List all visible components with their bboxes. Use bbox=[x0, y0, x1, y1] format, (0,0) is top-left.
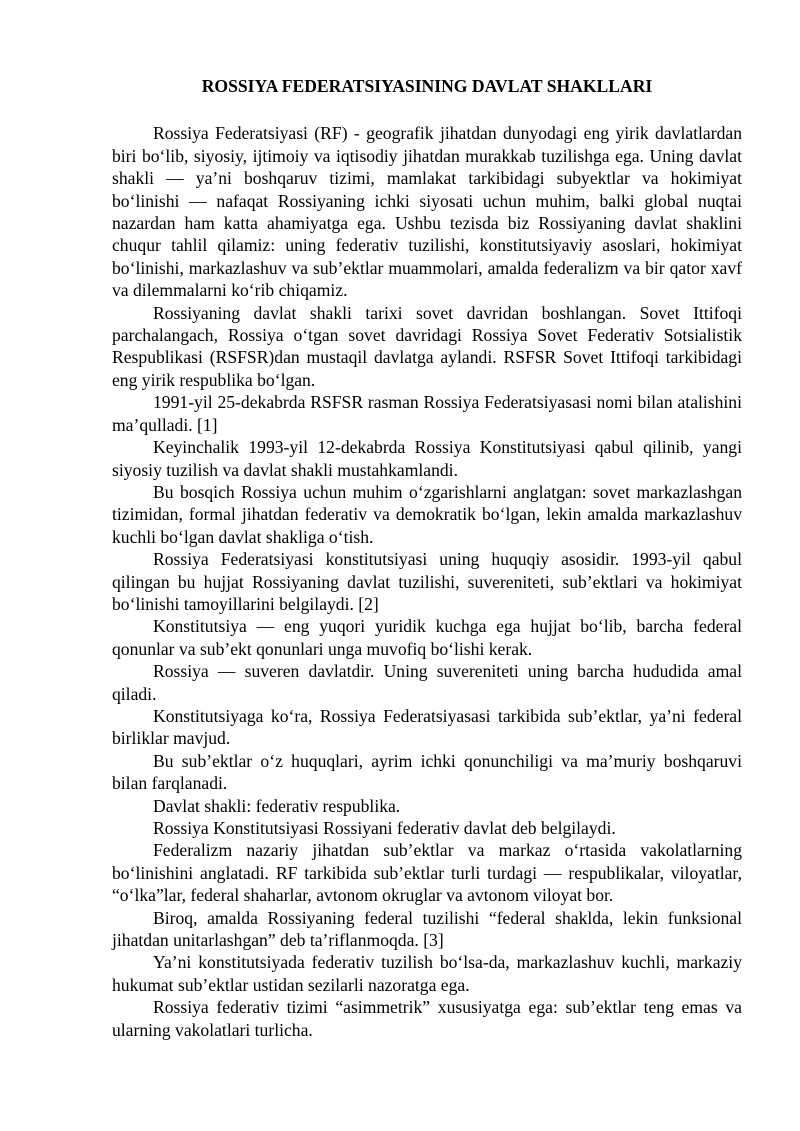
paragraph-supreme-law: Konstitutsiya — eng yuqori yuridik kuchga ega hujjat bo‘lib, barcha federal qonunlar va sub’ekt qonunlari unga muvofiq bo‘lishi kerak. bbox=[112, 616, 742, 659]
document-body bbox=[112, 122, 742, 1041]
paragraph-federalism: Federalizm nazariy jihatdan sub’ektlar va markaz o‘rtasida vakolatlarning bo‘linishini anglatadi. RF tarkibida sub’ektlar turli turdagi — respublikalar, viloyatlar, “o‘lka”lar, federal shaharlar, avtonom okruglar va avtonom viloyat bor. bbox=[112, 840, 742, 906]
paragraph-legal-basis: Rossiya Federatsiyasi konstitutsiyasi uning huquqiy asosidir. 1993-yil qabul qilingan bu hujjat Rossiyaning davlat tuzilishi, suvereniteti, sub’ektlari va hokimiyat bo‘linishi tamoyillarini belgilaydi. [2] bbox=[112, 549, 742, 614]
paragraph-transition: Bu bosqich Rossiya uchun muhim o‘zgarishlarni anglatgan: sovet markazlashgan tizimidan, formal jihatdan federativ va demokratik bo‘lgan, lekin amalda markazlashuv kuchli bo‘lgan davlat shakliga o‘tish. bbox=[112, 481, 742, 547]
paragraph-intro: Rossiya Federatsiyasi (RF) - geografik jihatdan dunyodagi eng yirik davlatlardan biri bo‘lib, siyosiy, ijtimoiy va iqtisodiy jihatdan murakkab tuzilishga ega. Uning davlat shakli — ya’ni boshqaruv tizimi, mamlakat tarkibidagi subyektlar va hokimiyat bo‘linishi — nafaqat Rossiyaning ichki siyosati uchun muhim, balki global nuqtai nazardan ham katta ahamiyatga ega. Ushbu tezisda biz Rossiyaning davlat shaklini chuqur tahlil qilamiz: uning federativ tuzilishi, konstitutsiyaviy asoslari, hokimiyat bo‘linishi, markazlashuv va sub’ektlar muammolari, amalda federalizm va bir qator xavf va dilemmalarni ko‘rib chiqamiz. bbox=[112, 123, 742, 301]
paragraph-1993-constitution: Keyinchalik 1993-yil 12-dekabrda Rossiya Konstitutsiyasi qabul qilinib, yangi siyosiy tuzilish va davlat shakli mustahkamlandi. bbox=[112, 437, 742, 480]
paragraph-history: Rossiyaning davlat shakli tarixi sovet davridan boshlangan. Sovet Ittifoqi parchalangach, Rossiya o‘tgan sovet davridagi Rossiya Sovet Federativ Sotsialistik Respublikasi (RSFSR)dan mustaqil davlatga aylandi. RSFSR Sovet Ittifoqi tarkibidagi eng yirik respublika bo‘lgan. bbox=[112, 302, 742, 390]
paragraph-sovereignty: Rossiya — suveren davlatdir. Uning suvereniteti uning barcha hududida amal qiladi. bbox=[112, 661, 742, 704]
paragraph-subject-rights: Bu sub’ektlar o‘z huquqlari, ayrim ichki qonunchiligi va ma’muriy boshqaruvi bilan farqlanadi. bbox=[112, 750, 742, 794]
paragraph-subjects: Konstitutsiyaga ko‘ra, Rossiya Federatsiyasasi tarkibida sub’ektlar, ya’ni federal birliklar mavjud. bbox=[112, 705, 742, 749]
paragraph-unitarized: Biroq, amalda Rossiyaning federal tuzilishi “federal shaklda, lekin funksional jihatdan unitarlashgan” deb ta’riflanmoqda. [3] bbox=[112, 907, 742, 951]
paragraph-state-form: Davlat shakli: federativ respublika. bbox=[153, 795, 401, 816]
document-title: ROSSIYA FEDERATSIYASINING DAVLAT SHAKLLARI bbox=[201, 76, 653, 96]
paragraph-centralization: Ya’ni konstitutsiyada federativ tuzilish bo‘lsa-da, markazlashuv kuchli, markaziy hukumat sub’ektlar ustidan sezilarli nazoratga ega. bbox=[112, 952, 742, 995]
paragraph-federative-state: Rossiya Konstitutsiyasi Rossiyani federativ davlat deb belgilaydi. bbox=[153, 818, 616, 838]
document-page bbox=[112, 72, 742, 1041]
paragraph-1991: 1991-yil 25-dekabrda RSFSR rasman Rossiya Federatsiyasasi nomi bilan atalishini ma’qulladi. [1] bbox=[112, 392, 742, 435]
paragraph-asymmetric: Rossiya federativ tizimi “asimmetrik” xususiyatga ega: sub’ektlar teng emas va ularning vakolatlari turlicha. bbox=[112, 997, 742, 1040]
